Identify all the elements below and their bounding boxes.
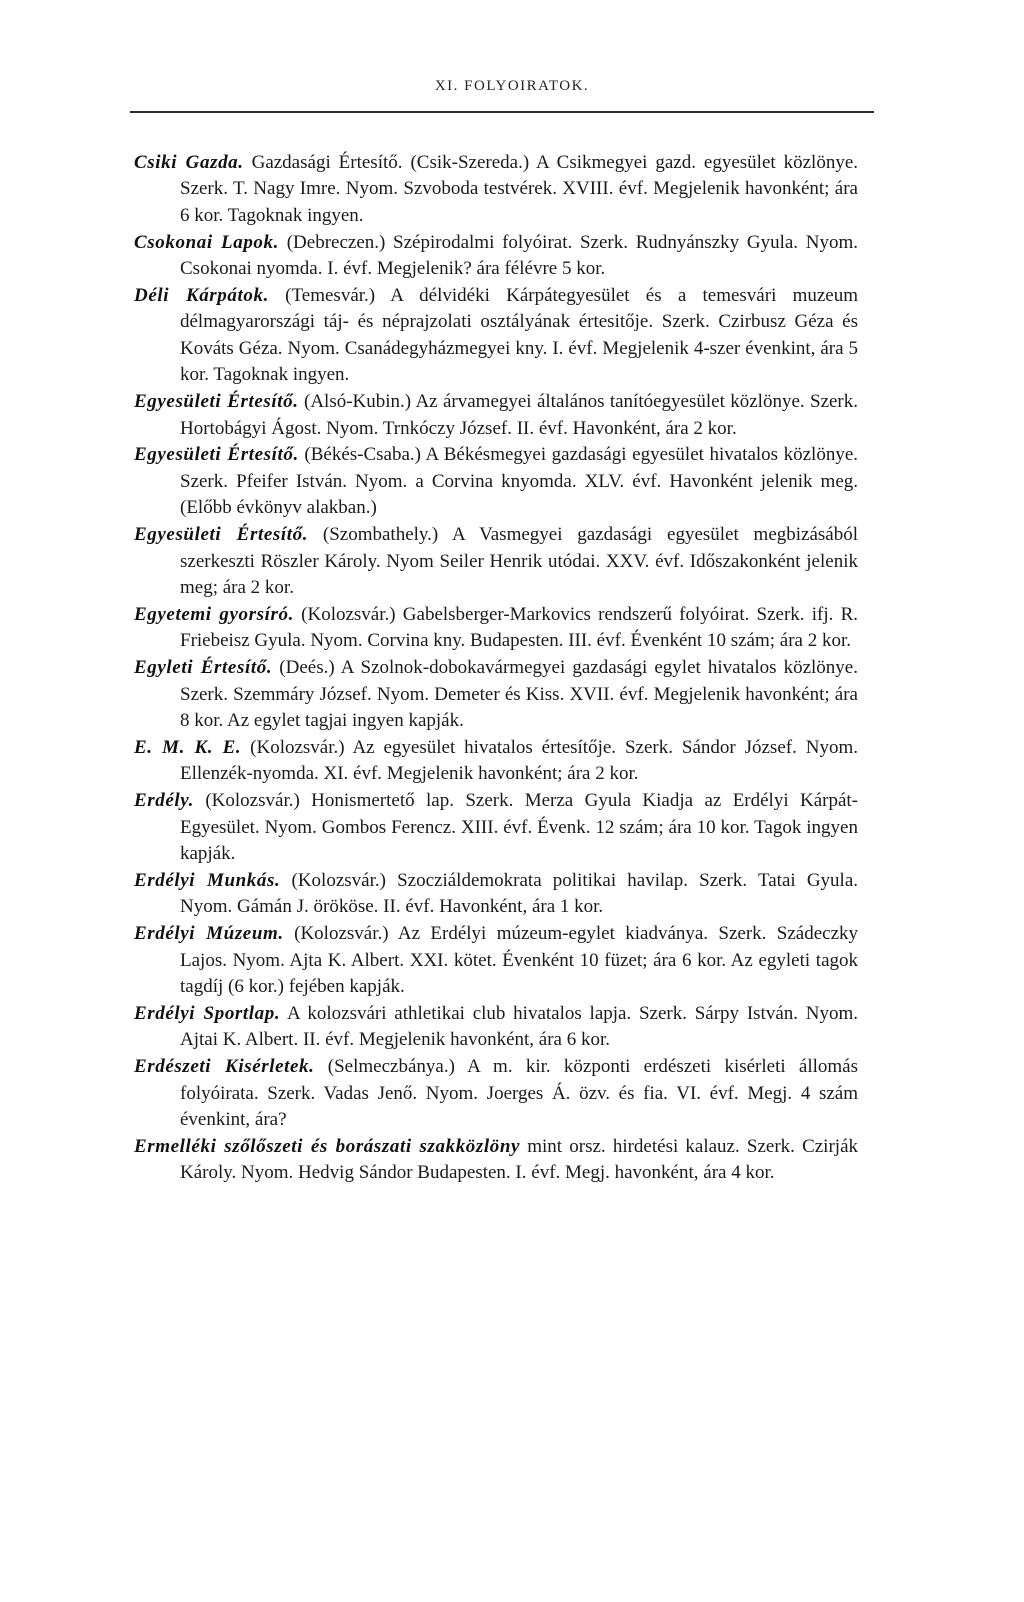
entry-title: Erdélyi Sportlap. xyxy=(134,1003,281,1024)
entry-text: mint orsz. hirdetési kalauz. Szerk. Czirják Károly. Nyom. Hedvig Sándor Budapesten. I. évf. Megj. havonként, ára 4 kor. xyxy=(180,1136,858,1184)
header-rule xyxy=(130,111,874,113)
entry-title: Csiki Gazda. xyxy=(134,152,244,173)
entry xyxy=(134,283,858,389)
entry-title: Csokonai Lapok. xyxy=(134,231,279,253)
entry xyxy=(134,442,858,521)
entry xyxy=(134,602,858,655)
entry-list xyxy=(134,150,858,1187)
entry-text: (Selmeczbánya.) A m. kir. központi erdészeti kisérleti állomás folyóirata. Szerk. Vadas Jenő. Nyom. Joerges Á. özv. és fia. VI. évf. Megj. 4 szám évenkint, ára? xyxy=(180,1056,859,1131)
entry-text: A kolozsvári athletikai club hivatalos lapja. Szerk. Sárpy István. Nyom. Ajtai K. Albert. II. évf. Megjelenik havonként, ára 6 kor. xyxy=(180,1003,859,1051)
entry-text: (Kolozsvár.) Az Erdélyi múzeum-egylet kiadványa. Szerk. Szádeczky Lajos. Nyom. Ajta K. Albert. XXI. kötet. Évenként 10 füzet; ára 6 kor. Az egyleti tagok tagdíj (6 kor.) fejében kapják. xyxy=(180,923,859,998)
entry xyxy=(134,522,858,601)
entry xyxy=(134,1001,858,1054)
entry-title: E. M. K. E. xyxy=(134,736,242,758)
entry xyxy=(134,150,858,229)
entry-title: Erdélyi Múzeum. xyxy=(134,923,284,945)
entry-text: (Kolozsvár.) Szocziáldemokrata politikai havilap. Szerk. Tatai Gyula. Nyom. Gámán J. örököse. II. évf. Havonként, ára 1 kor. xyxy=(180,869,858,918)
entry xyxy=(134,389,858,442)
entry-title: Egyesületi Értesítő. xyxy=(134,524,309,546)
entry xyxy=(134,735,858,788)
entry-title: Erdély. xyxy=(134,790,194,812)
entry-title: Ermelléki szőlőszeti és borászati szakközlöny xyxy=(134,1136,521,1158)
entry xyxy=(134,1054,858,1133)
entry xyxy=(134,655,858,734)
entry-text: Gazdasági Értesítő. (Csik-Szereda.) A Csikmegyei gazd. egyesület közlönye. Szerk. T. Nagy Imre. Nyom. Szvoboda testvérek. XVIII. évf. Megjelenik havonként; ára 6 kor. Tagoknak ingyen. xyxy=(180,152,859,226)
entry xyxy=(134,921,858,1000)
entry-text: (Békés-Csaba.) A Békésmegyei gazdasági egyesület hivatalos közlönye. Szerk. Pfeifer István. Nyom. a Corvina knyomda. XLV. évf. Havonként jelenik meg. (Előbb évkönyv alakban.) xyxy=(180,444,859,519)
entry xyxy=(134,788,858,867)
entry-text: (Temesvár.) A délvidéki Kárpátegyesület és a temesvári muzeum délmagyarországi táj- és néprajzolati osztályának értesitője. Szerk. Czirbusz Géza és Kováts Géza. Nyom. Csanádegyházmegyei kny. I. évf. Megjelenik 4-szer évenkint, ára 5 kor. Tagoknak ingyen. xyxy=(180,285,858,386)
entry-text: (Kolozsvár.) Gabelsberger-Markovics rendszerű folyóirat. Szerk. ifj. R. Friebeisz Gyula. Nyom. Corvina kny. Budapesten. III. évf. Évenként 10 szám; ára 2 kor. xyxy=(180,603,858,652)
entry-text: (Kolozsvár.) Az egyesület hivatalos értesítője. Szerk. Sándor József. Nyom. Ellenzék-nyomda. XI. évf. Megjelenik havonként; ára 2 kor. xyxy=(180,736,858,785)
entry-text: (Szombathely.) A Vasmegyei gazdasági egyesület megbizásából szerkeszti Röszler Károly. Nyom Seiler Henrik utódai. XXV. évf. Időszakonként jelenik meg; ára 2 kor. xyxy=(180,524,859,598)
entry-title: Egyetemi gyorsíró. xyxy=(134,603,294,625)
entry-title: Egyesületi Értesítő. xyxy=(134,391,299,413)
entry-text: (Kolozsvár.) Honismertető lap. Szerk. Merza Gyula Kiadja az Erdélyi Kárpát-Egyesület. Nyom. Gombos Ferencz. XIII. évf. Évenk. 12 szám; ára 10 kor. Tagok ingyen kapják. xyxy=(180,790,859,865)
entry-title: Erdélyi Munkás. xyxy=(134,869,281,891)
entry-title: Erdészeti Kisérletek. xyxy=(134,1056,315,1078)
entry-title: Déli Kárpátok. xyxy=(134,285,269,307)
entry-text: (Alsó-Kubin.) Az árvamegyei általános tanítóegyesület közlönye. Szerk. Hortobágyi Ágost. Nyom. Trnkóczy József. II. évf. Havonként, ára 2 kor. xyxy=(180,391,859,439)
entry xyxy=(134,230,858,283)
entry-title: Egyleti Értesítő. xyxy=(134,657,273,679)
entry-text: (Debreczen.) Szépirodalmi folyóirat. Szerk. Rudnyánszky Gyula. Nyom. Csokonai nyomda. I. évf. Megjelenik? ára félévre 5 kor. xyxy=(180,231,858,280)
page-header: XI. FOLYOIRATOK. xyxy=(434,78,590,94)
entry-title: Egyesületi Értesítő. xyxy=(134,444,299,466)
entry-text: (Deés.) A Szolnok-dobokavármegyei gazdasági egylet hivatalos közlönye. Szerk. Szemmáry József. Nyom. Demeter és Kiss. XVII. évf. Megjelenik havonként; ára 8 kor. Az egylet tagjai ingyen kapják. xyxy=(180,657,858,732)
entry xyxy=(134,1134,858,1187)
entry xyxy=(134,868,858,921)
